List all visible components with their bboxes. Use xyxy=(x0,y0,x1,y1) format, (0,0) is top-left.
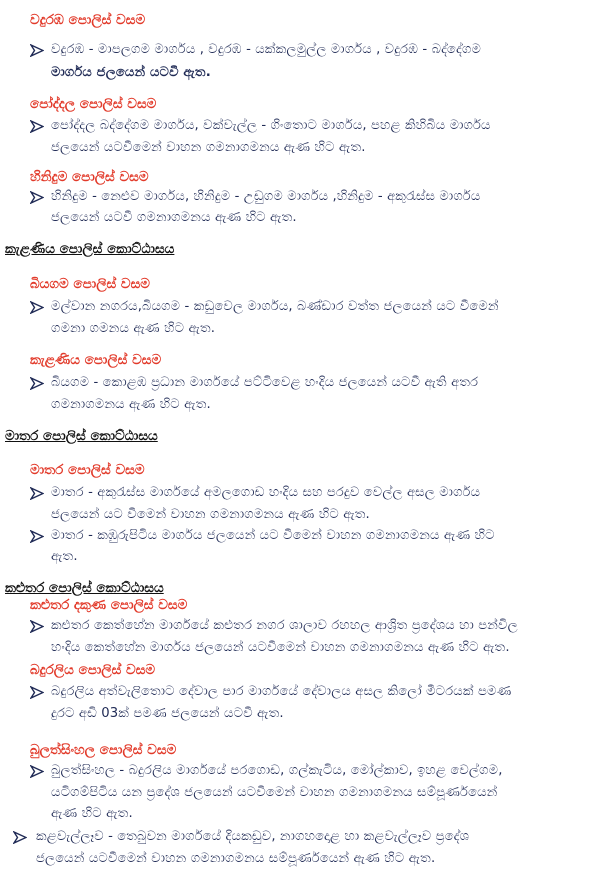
item-line: හිනිදුම - නෙළුව මාර්ගය, හිනිදුම - උඩුගම මාර්ගය ,හිනිදුම - අකුරැස්ස මාර්ගය xyxy=(51,189,481,204)
item-line: ගමනාගමනය ඇණ හිට ඇත. xyxy=(51,397,211,412)
arrow-bullet-icon xyxy=(13,831,27,844)
arrow-bullet-icon xyxy=(30,765,44,778)
item-line: මාතර - අකුරැස්ස මාර්ගයේ අමලගොඩ හංදිය සහ පරදුව වෙල්ල අසල මාර්ගය xyxy=(51,485,481,500)
station-heading-baduraliya: බදුරලිය පොලිස් වසම xyxy=(30,662,156,678)
item-line: ඇණ හිට ඇත. xyxy=(51,806,133,821)
division-heading-kalutara: කළුතර පොලිස් කොට්ඨාසය xyxy=(5,580,164,596)
station-heading-bulathsinhala: බුලත්සිංහල පොලිස් වසම xyxy=(30,742,177,758)
arrow-bullet-icon xyxy=(30,377,44,390)
item-line: වදුරඹ - මාපලගම මාර්ගය , වදුරඹ - යක්කලමුල්ල මාර්ගය , වදුරඹ - බද්දේගම xyxy=(51,42,482,57)
arrow-bullet-icon xyxy=(30,301,44,314)
item-line: බුලත්සිංහල - බදුරලිය මාර්ගයේ පරගොඩ, ගල්කැටිය, මෝල්කාව, ඉහළ වෙල්ගම, xyxy=(51,763,503,778)
item-line: මල්වාන නගරය,බියගම - කඩුවෙල මාර්ගය, බණ්ඩාර වත්ත ජලයෙන් යට වීමෙන් xyxy=(51,299,499,314)
arrow-bullet-icon xyxy=(30,620,44,633)
station-heading-waduramba: වදුරඹ පොලිස් වසම xyxy=(30,12,146,28)
item-line: බියගම - කොළඹ ප්‍රධාන මාර්ගයේ පට්ටිවෙළ හංදිය ජලයෙන් යටවී ඇති අතර xyxy=(51,375,479,390)
item-line: පෝද්දල බද්දේගම මාර්ගය, වක්වැල්ල - ගිංතොට මාර්ගය, පහළ කිහිබිය මාර්ගය xyxy=(51,118,491,133)
item-line: හංදිය කෙත්හේන මාර්ගය ජලයෙන් යටවීමෙන් වාහන ගමනාගමනය ඇණ හිට ඇත. xyxy=(51,640,510,655)
arrow-bullet-icon xyxy=(30,530,44,543)
arrow-bullet-icon xyxy=(30,44,44,57)
item-line: ජලයෙන් යට වීමෙන් වාහන ගමනාගමනය ඇණ හිට ඇත. xyxy=(51,507,370,522)
item-line: දුරට අඩි 03ක් පමණ ජලයෙන් යටවී ඇත. xyxy=(51,706,284,721)
item-line: කළවැල්ලෑව - තෙබුවන මාර්ගයේ දියකඩුව, නාගහදොළ හා කළවැල්ලෑව ප්‍රදේශ xyxy=(36,829,470,844)
arrow-bullet-icon xyxy=(30,686,44,699)
station-heading-kalutara-south: කළුතර දකුණ පොලිස් වසම xyxy=(30,597,188,613)
station-heading-hiniduma: හිනිදුම පොලිස් වසම xyxy=(30,169,149,185)
item-line: ජලයෙන් යටවීමෙන් වාහන ගමනාගමනය ඇණ හිට ඇත. xyxy=(51,140,366,155)
station-heading-poddala: පෝද්දල පොලිස් වසම xyxy=(30,96,157,112)
item-line: යටිගම්පිටිය යන ප්‍රදේශ ජලයෙන් යටවීමෙන් වාහන ගමනාගමනය සම්පූර්ණයෙන් xyxy=(51,785,498,800)
station-heading-biyagama: බියගම පොලිස් වසම xyxy=(30,276,151,292)
division-heading-matara: මාතර පොලිස් කොට්ඨාසය xyxy=(5,428,158,444)
station-heading-matara: මාතර පොලිස් වසම xyxy=(30,462,145,478)
arrow-bullet-icon xyxy=(30,487,44,500)
item-line: ඇත. xyxy=(51,549,78,564)
division-heading-kelaniya: කැළණිය පොලිස් කොට්ඨාසය xyxy=(5,241,175,257)
item-line: ජලයෙන් යටවීමෙන් වාහන ගමනාගමනය සම්පූර්ණයෙන් ඇණ හිට ඇත. xyxy=(36,851,436,866)
item-line: ජලයෙන් යටවී ගමනාගමනය ඇණ හිට ඇත. xyxy=(51,210,297,225)
item-line: මාතර - කඹුරුපිටිය මාර්ගය ජලයෙන් යට වීමෙන් වාහන ගමනාගමනය ඇණ හිට xyxy=(51,528,495,543)
arrow-bullet-icon xyxy=(30,120,44,133)
item-line: කළුතර කෙත්හේන මාර්ගයේ කළුතර නගර ශාලාව රහහල ආශ්‍රිත ප්‍රදේශය හා පන්විල xyxy=(51,618,518,633)
station-heading-kelaniya: කැළණිය පොලිස් වසම xyxy=(30,352,162,368)
arrow-bullet-icon xyxy=(30,191,44,204)
item-line: මාර්ගය ජලයෙන් යටවී ඇත. xyxy=(51,65,211,80)
item-line: ගමනා ගමනය ඇණ හිට ඇත. xyxy=(51,321,216,336)
item-line: බදුරලිය අත්වැලිතොට දේවාල පාර මාර්ගයේ දේවාලය අසල කිලෝ මීටරයක් පමණ xyxy=(51,684,512,699)
